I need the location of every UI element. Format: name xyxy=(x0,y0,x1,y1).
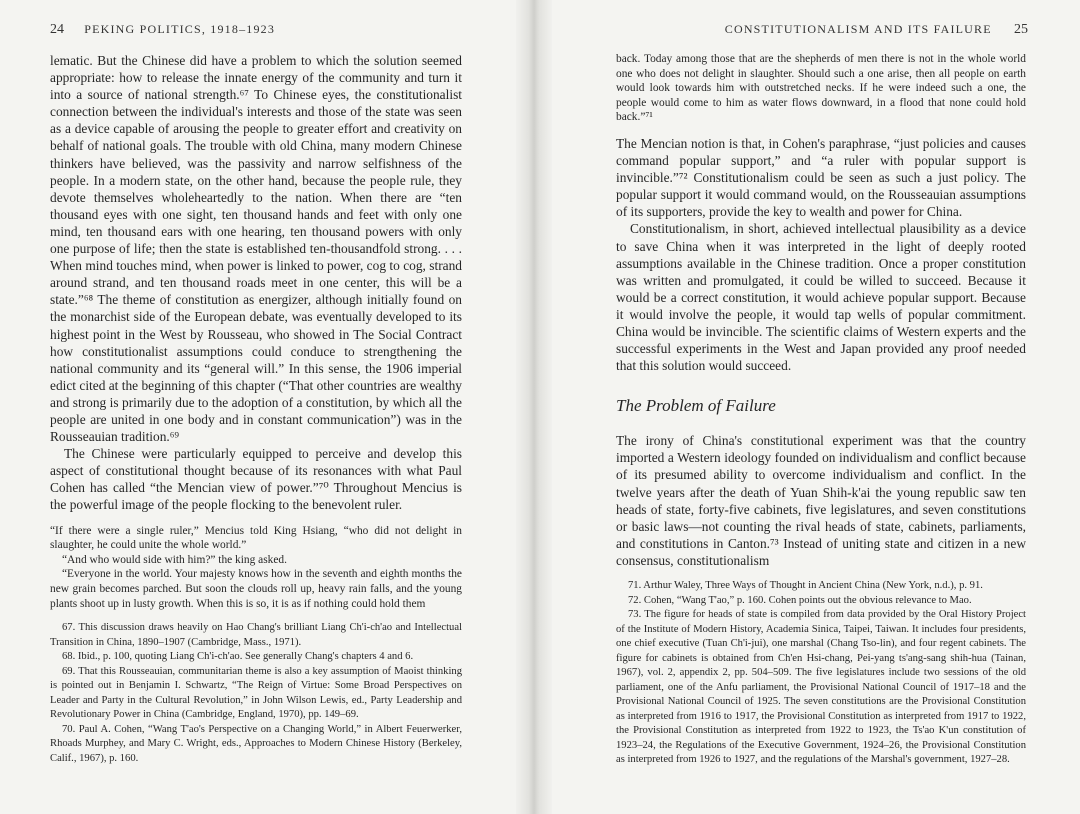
right-page xyxy=(532,0,1080,814)
right-text-column xyxy=(616,52,1026,768)
right-paragraph-2: Constitutionalism, in short, achieved intellectual plausibility as a device to save China when it was interpreted in the light of deeply rooted assumptions available in the Chinese tradition. Once a proper constitution was written and promulgated, it could be willed to succeed. Because it would be a correct constitution, it would achieve popular support. Because it would involve the people, it would tap wells of popular commitment. China would be invincible. The scientific claims of Western experts and the successful experiments in the West and Japan provided any proof needed that this solution would succeed. xyxy=(616,221,1026,374)
section-body xyxy=(616,432,1026,569)
footnote-69: 69. That this Rousseauian, communitarian theme is also a key assumption of Maoist thinking is pointed out in Benjamin I. Schwartz, “The Reign of Virtue: Some Broad Perspectives on Leader and Party in the Cultural Revolution,” in John Wilson Lewis, ed., Party Leadership and Revolutionary Power in China (Cambridge, England, 1970), pp. 149–69. xyxy=(50,665,462,721)
right-page-number: 25 xyxy=(1014,22,1028,37)
right-footnotes xyxy=(616,579,1026,768)
left-block-quote xyxy=(50,524,462,612)
left-quote-1: “If there were a single ruler,” Mencius told King Hsiang, “who did not delight in slaughter, he could unite the whole world.” xyxy=(50,524,462,552)
left-footnotes xyxy=(50,621,462,766)
right-block-quote xyxy=(616,52,1026,125)
section-paragraph: The irony of China's constitutional experiment was that the country imported a Western ideology founded on individualism and conflict because of its presumed ability to overcome individualism and conflict. In the twelve years after the death of Yuan Shih-k'ai the young republic saw ten heads of state, forty-five cabinets, five legislatures, and seven constitutions or basic laws—not counting the rival heads of state, cabinets, parliaments, and constitutions in Canton.⁷³ Instead of uniting state and citizen in a new consensus, constitutionalism xyxy=(616,433,1026,568)
right-quote: back. Today among those that are the shepherds of men there is not in the whole world one who does not delight in slaughter. Should such a one arise, then all people on earth would look towards him with outstretched necks. If he were indeed such a one, the people would come to him as water flows downward, in a flood that none could hold back.”⁷¹ xyxy=(616,53,1026,124)
left-paragraph-1: lematic. But the Chinese did have a problem to which the solution seemed appropriate: how to release the innate energy of the community and turn it into a source of national strength.⁶⁷ To Chinese eyes, the constitutionalist connection between the individual's interests and those of the state was seen as a device capable of arousing the people to greater effort and creativity on behalf of national goals. The trouble with old China, many modern Chinese thinkers have believed, was the passivity and narrow selfishness of the people. In a modern state, on the other hand, because the people rule, they devote themselves wholeheartedly to the nation. When there are “ten thousand eyes with one sight, ten thousand hands and feet with only one mind, ten thousand ears with one hearing, ten thousand powers with only one purpose of life; then the state is established ten-thousandfold strong. . . . When mind touches mind, when power is linked to power, cog to cog, strand around strand, and ten thousand roads meet in one center, this will be a state.”⁶⁸ The theme of constitution as energizer, although initially found on the monarchist side of the European debate, was eventually developed to its highest point in the West by Rousseau, who showed in The Social Contract how constitutionalist assumptions could conduce to strengthening the national community and its “general will.” In this sense, the 1906 imperial edict cited at the beginning of this chapter (“That other countries are wealthy and strong is primarily due to the adoption of a constitution, by which all the people are united in one body and in constant communication”) was in the Rousseauian tradition.⁶⁹ xyxy=(50,53,462,445)
left-page-number: 24 xyxy=(50,22,64,37)
footnote-73: 73. The figure for heads of state is compiled from data provided by the Oral History Project of the Institute of Modern History, Academia Sinica, Taipei, Taiwan. It includes four presidents, one chief executive (Tuan Ch'i-jui), one marshal (Chang Tso-lin), and four regent cabinets. The figure for cabinets is obtained from Ch'en Hsi-chang, Pei-yang ts'ang-sang shih-hua (Tainan, 1967), vol. 2, appendix 2, pp. 504–509. The five legislatures include two sessions of the old parliament, one of the Anfu parliament, the Provisional National Council of 1917–18 and the Provisional National Council of 1925. The seven constitutions are the Provisional Constitution as interpreted from 1916 to 1917, the Provisional Constitution as interpreted from 1917 to 1922, the Provisional Constitution as interpreted from 1922 to 1923, the Ts'ao K'un constitution of 1923–24, the Regulations of the Executive Government, 1924–26, the Provisional Constitution as interpreted from 1926 to 1927, and the regulations of the Marshal's government, 1927–28. xyxy=(616,609,1026,766)
left-running-head-title: PEKING POLITICS, 1918–1923 xyxy=(84,22,276,36)
left-page xyxy=(0,0,532,814)
section-heading: The Problem of Failure xyxy=(616,396,776,416)
left-running-head xyxy=(50,22,480,38)
left-paragraph-2: The Chinese were particularly equipped to perceive and develop this aspect of constitutional thought because of its resonances with what Paul Cohen has called “the Mencian view of power.”⁷⁰ Throughout Mencius is the powerful image of the people flocking to the benevolent ruler. xyxy=(50,446,462,513)
footnote-72: 72. Cohen, “Wang T'ao,” p. 160. Cohen points out the obvious relevance to Mao. xyxy=(628,594,972,606)
left-text-column xyxy=(50,52,462,766)
footnote-68: 68. Ibid., p. 100, quoting Liang Ch'i-ch'ao. See generally Chang's chapters 4 and 6. xyxy=(62,651,414,663)
footnote-71: 71. Arthur Waley, Three Ways of Thought in Ancient China (New York, n.d.), p. 91. xyxy=(628,580,983,592)
right-paragraph-1: The Mencian notion is that, in Cohen's paraphrase, “just policies and causes command popular support,” and “a ruler with popular support is invincible.”⁷² Constitutionalism could be seen as such a just policy. The popular support it would command would, on the Rousseauian assumptions of its supporters, provide the key to wealth and power for China. xyxy=(616,135,1026,220)
right-body xyxy=(616,135,1026,374)
footnote-67: 67. This discussion draws heavily on Hao Chang's brilliant Liang Ch'i-ch'ao and Intellectual Transition in China, 1890–1907 (Cambridge, Mass., 1971). xyxy=(50,622,462,648)
book-gutter xyxy=(516,0,552,814)
footnote-70: 70. Paul A. Cohen, “Wang T'ao's Perspective on a Changing World,” in Albert Feuerwerker, Rhoads Murphey, and Mary C. Wright, eds., Approaches to Modern Chinese History (Berkeley, Calif., 1967), p. 160. xyxy=(50,723,462,764)
right-running-head xyxy=(618,22,1028,38)
left-body xyxy=(50,52,462,514)
left-quote-2: “And who would side with him?” the king asked. xyxy=(62,553,287,566)
right-running-head-title: CONSTITUTIONALISM AND ITS FAILURE xyxy=(724,22,992,36)
left-quote-3: “Everyone in the world. Your majesty knows how in the seventh and eighth months the new grain becomes parched. But soon the clouds roll up, heavy rain falls, and the young plants shoot up in lusty growth. When this is so, it is as if nothing could hold them xyxy=(50,568,462,610)
